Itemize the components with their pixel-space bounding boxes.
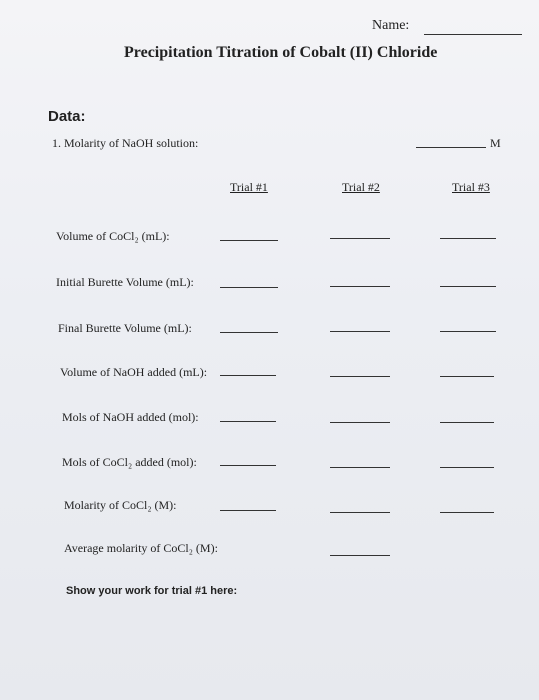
blank-r7-t1	[220, 510, 276, 511]
blank-average	[330, 555, 390, 556]
blank-r2-t3	[440, 286, 496, 287]
page-title: Precipitation Titration of Cobalt (II) Chloride	[124, 44, 438, 61]
blank-r6-t1	[220, 465, 276, 466]
molarity-unit: M	[490, 136, 501, 150]
row-label-naoh-mols: Mols of NaOH added (mol):	[62, 410, 199, 424]
blank-r3-t1	[220, 332, 278, 333]
blank-r4-t1	[220, 375, 276, 376]
trial-1-heading: Trial #1	[230, 180, 268, 194]
trial-2-heading: Trial #2	[342, 180, 380, 194]
row-label-volume-cocl2: Volume of CoCl₂ (mL):	[56, 229, 170, 243]
blank-r7-t3	[440, 512, 494, 513]
blank-r7-t2	[330, 512, 390, 513]
naoh-molarity-label: 1. Molarity of NaOH solution:	[52, 136, 199, 150]
blank-r1-t3	[440, 238, 496, 239]
blank-r5-t1	[220, 421, 276, 422]
naoh-molarity-blank	[416, 147, 486, 148]
name-blank	[424, 34, 522, 35]
row-label-cocl2-mols: Mols of CoCl₂ added (mol):	[62, 455, 197, 469]
blank-r4-t3	[440, 376, 494, 377]
row-label-naoh-volume: Volume of NaOH added (mL):	[60, 365, 208, 379]
data-heading: Data:	[48, 108, 86, 125]
row-label-average-molarity: Average molarity of CoCl₂ (M):	[64, 541, 218, 555]
name-label: Name:	[372, 18, 410, 33]
blank-r1-t2	[330, 238, 390, 239]
row-label-cocl2-molarity: Molarity of CoCl₂ (M):	[64, 498, 177, 512]
blank-r5-t2	[330, 422, 390, 423]
blank-r2-t1	[220, 287, 278, 288]
blank-r4-t2	[330, 376, 390, 377]
blank-r1-t1	[220, 240, 278, 241]
blank-r6-t2	[330, 467, 390, 468]
work-area-label: Show your work for trial #1 here:	[66, 585, 238, 597]
row-label-final-burette: Final Burette Volume (mL):	[58, 321, 192, 335]
blank-r3-t3	[440, 331, 496, 332]
trial-3-heading: Trial #3	[452, 180, 490, 194]
row-label-initial-burette: Initial Burette Volume (mL):	[56, 275, 194, 289]
blank-r3-t2	[330, 331, 390, 332]
blank-r6-t3	[440, 467, 494, 468]
blank-r2-t2	[330, 286, 390, 287]
blank-r5-t3	[440, 422, 494, 423]
